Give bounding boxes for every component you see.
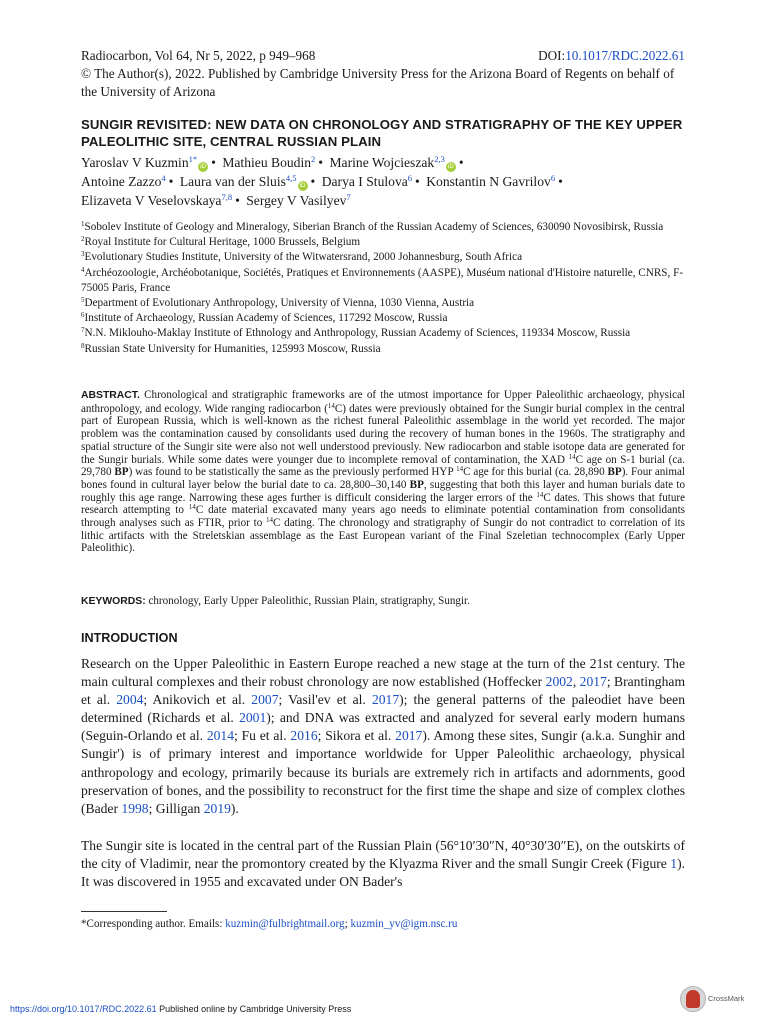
doi: DOI:10.1017/RDC.2022.61: [538, 48, 685, 63]
affiliation: $^4$Archéozoologie, Archéobotanique, Sociétés, Pratiques et Environnements (AASPE), Muséum national d'Histoire naturelle, CNRS, F-75005 Paris, France: [81, 265, 684, 294]
affiliation: $^3$Evolutionary Studies Institute, University of the Witwatersrand, 2000 Johannesburg, South Africa: [81, 250, 523, 264]
keywords-label: KEYWORDS:: [81, 596, 146, 607]
email-link[interactable]: kuzmin@fulbrightmail.org: [225, 918, 345, 930]
crossmark-icon: [680, 986, 706, 1012]
abstract-label: ABSTRACT.: [81, 390, 140, 401]
citation-link[interactable]: 2004: [116, 692, 144, 708]
author-separator: •: [415, 174, 420, 189]
author-separator: •: [318, 155, 324, 170]
journal-citation: Radiocarbon, Vol 64, Nr 5, 2022, p 949–968: [81, 48, 316, 63]
author: Darya I Stulova$^6$: [321, 173, 413, 189]
article-title: SUNGIR REVISITED: NEW DATA ON CHRONOLOGY AND STRATIGRAPHY OF THE KEY UPPER PALEOLITHIC SITE, CENTRAL RUSSIAN PLAIN: [81, 117, 683, 149]
citation-link[interactable]: 2017: [371, 692, 400, 708]
affiliation: $^5$Department of Evolutionary Anthropology, University of Vienna, 1030 Vienna, Austria: [81, 296, 475, 310]
author: Mathieu Boudin$^2$: [222, 154, 316, 170]
affiliation: $^7$N.N. Miklouho-Maklay Institute of Ethnology and Anthropology, Russian Academy of Sciences, 119334 Moscow, Russia: [81, 326, 631, 340]
email-link[interactable]: kuzmin_yv@igm.nsc.ru: [350, 918, 458, 930]
orcid-icon[interactable]: iD: [446, 162, 456, 172]
body-paragraph: The Sungir site is located in the central part of the Russian Plain (56°10′30″N, 40°30′30″E), on the outskirts of the city of Vladimir, near the promontory created by the Klyazma River and the small Sungir Creek (Figure 1). It was discovered in 1955 and excavated under ON Bader's: [81, 838, 685, 890]
affiliation: $^6$Institute of Archaeology, Russian Academy of Sciences, 117292 Moscow, Russia: [81, 311, 448, 325]
crossmark-badge[interactable]: [678, 984, 758, 1014]
author-affil-link[interactable]: 1*: [188, 154, 198, 164]
affiliation: $^2$Royal Institute for Cultural Heritage, 1000 Brussels, Belgium: [81, 235, 361, 249]
abstract: ABSTRACT. Chronological and stratigraphic frameworks are of the utmost importance for Upper Paleolithic archaeology, physical anthropology, and ecology. Wide ranging radiocarbon ($^{14}$C) dates were previously obtained for the Sungir burial complex in the central part of European Russia, which is well-known as the richest funeral Paleolithic assemblage in the world yet recorded. The major problem was the contamination caused by consolidants used during the recovery of human bones in the 1960s. The stratigraphy and spatial structure of the Sungir site were also not well understood previously. New radiocarbon and stable isotope data are generated for the Sungir burials. While some dates were younger due to incomplete removal of contamination, the XAD $^{14}$C age on S-1 burial (ca. 29,780 BP) was found to be statistically the same as the previously performed HYP $^{14}$C age for this burial (ca. 28,890 BP). Four animal bones found in cultural layer below the burial date to ca. 28,800–30,140 BP, suggesting that both this layer and human burials date to roughly this age range. Narrowing these ages further is difficult considering the larger errors of the $^{14}$C dates. This shows that future research attempting to $^{14}$C date material excavated many years ago needs to eliminate potential contamination from consolidants through analyses such as FTIR, prior to $^{14}$C dating. The chronology and stratigraphy of Sungir do not contradict to correlation of its lithic artifacts with the Streletskian assemblage as the East European variant of the Final Szeletian technocomplex (Early Upper Paleolithic).: [81, 389, 686, 555]
footnote: *Corresponding author. Emails: kuzmin@fulbrightmail.org; kuzmin_yv@igm.nsc.ru: [81, 918, 458, 930]
copyright-line: © The Author(s), 2022. Published by Cambridge University Press for the Arizona Board of Regents on behalf of the University of Arizona: [81, 66, 675, 99]
author-separator: •: [211, 155, 216, 170]
footnote-divider: [81, 911, 167, 912]
crossmark-label: CrossMark: [708, 994, 745, 1003]
orcid-icon[interactable]: iD: [298, 181, 308, 191]
citation-link[interactable]: 2014: [206, 728, 235, 744]
citation-link[interactable]: 2017: [395, 728, 423, 744]
doi-url-link[interactable]: https://doi.org/10.1017/RDC.2022.61: [10, 1004, 157, 1014]
author-separator: •: [458, 155, 464, 170]
orcid-icon[interactable]: iD: [198, 162, 208, 172]
author-separator: •: [310, 174, 316, 189]
citation-link[interactable]: 2019: [203, 800, 231, 816]
author: Laura van der Sluis$^{4,5}$iD: [180, 174, 308, 189]
section-heading: INTRODUCTION: [81, 631, 178, 645]
author-separator: •: [168, 174, 174, 189]
affiliation-list: [81, 220, 685, 357]
author-affil-link[interactable]: 4,5: [285, 173, 297, 183]
author-affil-link[interactable]: 6: [407, 173, 413, 183]
keywords: KEYWORDS: chronology, Early Upper Paleolithic, Russian Plain, stratigraphy, Sungir.: [81, 595, 470, 607]
journal-header: [81, 47, 685, 101]
author-separator: •: [235, 193, 240, 208]
figure-link[interactable]: 1: [670, 856, 678, 872]
citation-link[interactable]: 2001: [239, 710, 267, 726]
author: Marine Wojcieszak$^{2,3}$iD: [329, 155, 455, 170]
author: Konstantin N Gavrilov$^6$: [426, 173, 556, 189]
author-affil-link[interactable]: 7,8: [221, 192, 233, 202]
author-affil-link[interactable]: 4: [161, 173, 166, 183]
doi-link[interactable]: 10.1017/RDC.2022.61: [565, 48, 685, 63]
affiliation: $^1$Sobolev Institute of Geology and Mineralogy, Siberian Branch of the Russian Academy of Sciences, 630090 Novosibirsk, Russia: [81, 220, 664, 233]
citation-link[interactable]: 2007: [251, 692, 279, 708]
affiliation: $^8$Russian State University for Humanities, 125993 Moscow, Russia: [81, 341, 381, 355]
citation-link[interactable]: 2017: [579, 674, 607, 690]
author: Antoine Zazzo$^4$: [81, 173, 166, 189]
citation-link[interactable]: 1998: [121, 800, 149, 816]
author: Yaroslav V Kuzmin$^{1*}$iD: [81, 155, 208, 170]
author-affil-link[interactable]: 2,3: [434, 154, 445, 164]
citation-link[interactable]: 2002: [545, 674, 573, 690]
author-affil-link[interactable]: 6: [550, 173, 556, 183]
body-paragraph: Research on the Upper Paleolithic in Eastern Europe reached a new stage at the turn of the 21st century. The main cultural complexes and their robust chronology are now established (Hoffecker 2002, 2017; Brantingham et al. 2004; Anikovich et al. 2007; Vasil'ev et al. 2017); the general patterns of the paleodiet have been determined (Richards et al. 2001); and DNA was extracted and analyzed for several early modern humans (Seguin-Orlando et al. 2014; Fu et al. 2016; Sikora et al. 2017). Among these sites, Sungir (a.k.a. Sunghir and Sungir') is of primary interest and importance worldwide for Upper Paleolithic archaeology, physical anthropology and ecology, primarily because its burials are extremely rich in artifacts and adornments, good preservation of bones, and the possibility to reconstruct for the first time the shape and size of complex clothes (Bader 1998; Gilligan 2019).: [81, 656, 686, 816]
page-footer: https://doi.org/10.1017/RDC.2022.61 Published online by Cambridge University Press: [10, 1004, 352, 1014]
citation-link[interactable]: 2016: [290, 728, 318, 744]
author-separator: •: [558, 174, 563, 189]
author: Sergey V Vasilyev$^7$: [246, 192, 351, 208]
author-affil-link[interactable]: 2: [311, 154, 316, 164]
author-affil-link[interactable]: 7: [346, 192, 351, 202]
author-list: [81, 153, 685, 210]
author: Elizaveta V Veselovskaya$^{7,8}$: [81, 192, 233, 208]
